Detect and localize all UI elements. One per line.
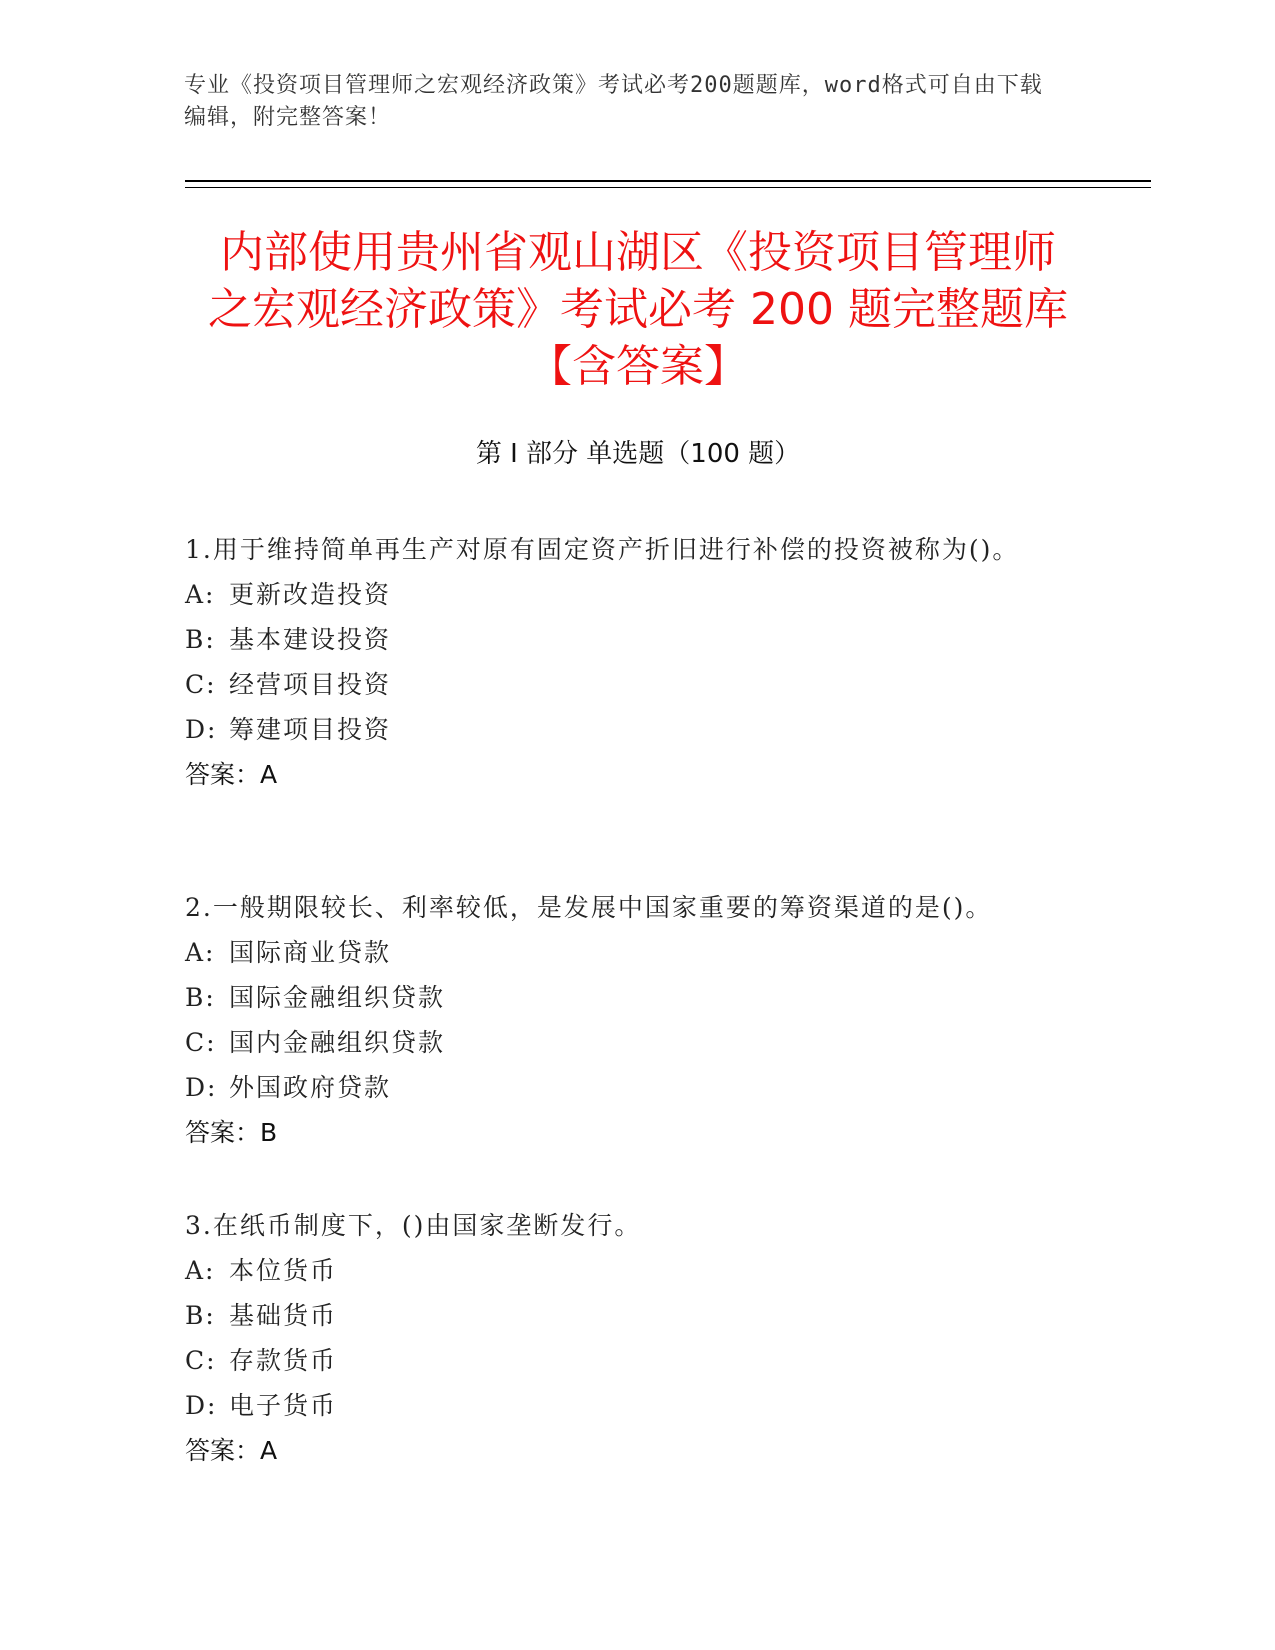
option-text: 电子货币 xyxy=(229,1391,338,1420)
option-b xyxy=(185,1293,1065,1338)
title-line-2: 之宏观经济政策》考试必考 200 题完整题库 xyxy=(208,284,1068,335)
option-text: 基础货币 xyxy=(229,1301,338,1330)
option-a xyxy=(185,930,1065,975)
option-key: C: xyxy=(185,1346,217,1375)
option-key: B: xyxy=(185,625,216,654)
option-d xyxy=(185,1383,1065,1428)
question-2 xyxy=(185,886,1065,1156)
answer-line: 答案：A xyxy=(185,760,278,789)
option-c xyxy=(185,1020,1065,1065)
header-divider-thin xyxy=(185,187,1151,188)
option-key: C: xyxy=(185,670,217,699)
header-note: 专业《投资项目管理师之宏观经济政策》考试必考200题题库，word格式可自由下载编辑，附完整答案！ xyxy=(184,73,1043,130)
option-key: D: xyxy=(185,1073,218,1102)
option-c xyxy=(185,662,1065,707)
option-text: 本位货币 xyxy=(229,1256,338,1285)
title-line-3: 【含答案】 xyxy=(528,341,748,392)
question-3 xyxy=(185,1204,1065,1474)
document-title xyxy=(185,224,1091,395)
option-text: 基本建设投资 xyxy=(229,625,392,654)
option-text: 外国政府贷款 xyxy=(229,1073,392,1102)
option-key: B: xyxy=(185,983,216,1012)
question-stem: 1.用于维持简单再生产对原有固定资产折旧进行补偿的投资被称为()。 xyxy=(185,535,1020,564)
option-text: 更新改造投资 xyxy=(229,580,392,609)
section-title: 第 I 部分 单选题（100 题） xyxy=(475,439,801,469)
option-key: C: xyxy=(185,1028,217,1057)
option-text: 筹建项目投资 xyxy=(229,715,392,744)
option-key: A: xyxy=(185,938,216,967)
option-c xyxy=(185,1338,1065,1383)
option-key: D: xyxy=(185,1391,218,1420)
option-a xyxy=(185,572,1065,617)
option-key: A: xyxy=(185,580,216,609)
answer-line: 答案：B xyxy=(185,1118,278,1147)
question-stem: 3.在纸币制度下，()由国家垄断发行。 xyxy=(185,1211,642,1240)
header-divider-thick xyxy=(185,180,1151,182)
option-text: 国际金融组织贷款 xyxy=(229,983,446,1012)
option-b xyxy=(185,617,1065,662)
option-d xyxy=(185,1065,1065,1110)
answer-line: 答案：A xyxy=(185,1436,278,1465)
option-text: 经营项目投资 xyxy=(229,670,392,699)
option-key: A: xyxy=(185,1256,216,1285)
option-a xyxy=(185,1248,1065,1293)
option-key: D: xyxy=(185,715,218,744)
question-1 xyxy=(185,528,1065,798)
option-b xyxy=(185,975,1065,1020)
option-d xyxy=(185,707,1065,752)
option-text: 国际商业贷款 xyxy=(229,938,392,967)
option-text: 存款货币 xyxy=(229,1346,338,1375)
title-line-1: 内部使用贵州省观山湖区《投资项目管理师 xyxy=(220,227,1056,278)
option-text: 国内金融组织贷款 xyxy=(229,1028,446,1057)
question-stem: 2.一般期限较长、利率较低，是发展中国家重要的筹资渠道的是()。 xyxy=(185,893,993,922)
option-key: B: xyxy=(185,1301,216,1330)
